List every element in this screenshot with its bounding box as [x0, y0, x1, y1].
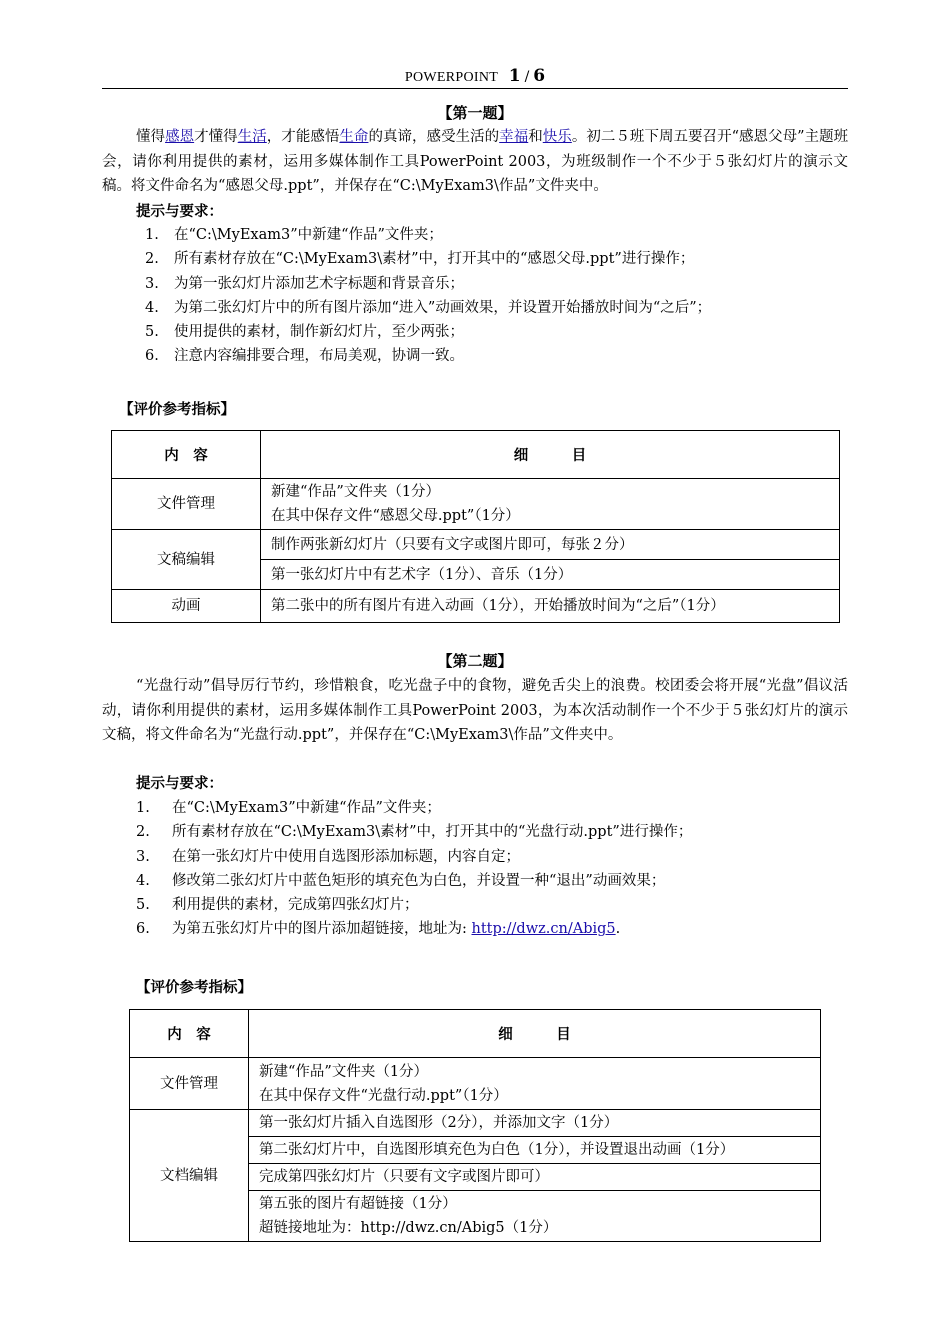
table-header-content: 内 容	[130, 1010, 249, 1058]
hyperlink[interactable]: http://dwz.cn/Abig5	[471, 921, 616, 938]
detail-line: 在其中保存文件“感恩父母.ppt”（1分）	[271, 508, 520, 524]
list-item-text: 注意内容编排要合理，布局美观，协调一致。	[174, 348, 464, 365]
list-item-number: 3.	[145, 275, 159, 292]
list-item-text: 在“C:\MyExam3”中新建“作品”文件夹；	[172, 800, 441, 816]
table-detail: 第二张幻灯片中，自选图形填充色为白色（1分），并设置退出动画（1分）	[249, 1137, 821, 1164]
table-category: 文档编辑	[130, 1110, 249, 1242]
q2-intro	[102, 674, 848, 748]
list-item-number: 5.	[145, 324, 159, 341]
q1-intro-text	[102, 125, 848, 199]
q1-hint-title: 提示与要求：	[136, 203, 223, 220]
table-detail	[249, 1058, 821, 1110]
q1-title: 【第一题】	[437, 104, 513, 122]
list-item-number: 5.	[136, 897, 150, 914]
list-item-text: 在“C:\MyExam3”中新建“作品”文件夹；	[174, 227, 443, 243]
table-category: 文件管理	[112, 479, 261, 530]
list-item	[145, 223, 711, 247]
list-item-number: 2.	[145, 251, 159, 268]
q2-intro-text: “光盘行动”倡导厉行节约，珍惜粮食，吃光盘子中的食物，避免舌尖上的浪费。校团委会将开展“光盘”倡议活动，请你利用提供的素材，运用多媒体制作工具PowerPoint 2003，为本次活动制作一个不少于５张幻灯片的演示文稿，将文件命名为“光盘行动.ppt”，并保存在“C:\MyExam3\作品”文件夹中。	[102, 678, 848, 743]
list-item-text: 为第一张幻灯片添加艺术字标题和背景音乐；	[174, 275, 464, 292]
table-row	[112, 479, 840, 530]
detail-line: 新建“作品”文件夹（1分）	[259, 1063, 429, 1080]
list-item	[145, 247, 711, 271]
list-item-text: 在第一张幻灯片中使用自选图形添加标题，内容自定；	[172, 848, 520, 865]
inline-link[interactable]: 生活	[237, 129, 267, 145]
table-row	[112, 530, 840, 560]
list-item	[136, 869, 692, 893]
table-detail: 完成第四张幻灯片（只要有文字或图片即可）	[249, 1164, 821, 1191]
q2-eval-title: 【评价参考指标】	[136, 979, 252, 996]
header-page-total: 6	[533, 66, 546, 86]
table-header-details: 细 目	[261, 431, 840, 479]
list-item-text: 为第二张幻灯片中的所有图片添加“进入”动画效果，并设置开始播放时间为“之后”；	[174, 299, 712, 316]
list-item-text: 利用提供的素材，完成第四张幻灯片；	[172, 897, 419, 914]
list-item-number: 1.	[136, 800, 150, 816]
list-item-number: 1.	[145, 227, 159, 243]
intro-segment: ，才能感悟	[266, 129, 340, 145]
list-item	[136, 820, 692, 844]
table-detail: 制作两张新幻灯片（只要有文字或图片即可，每张２分）	[261, 530, 840, 560]
list-item	[136, 796, 692, 820]
list-item-text: 所有素材存放在“C:\MyExam3\素材”中，打开其中的“光盘行动.ppt”进行操作；	[172, 824, 693, 841]
table-row	[112, 590, 840, 623]
list-item-text: 所有素材存放在“C:\MyExam3\素材”中，打开其中的“感恩父母.ppt”进行操作；	[174, 251, 695, 268]
detail-line: 在其中保存文件“光盘行动.ppt”（1分）	[259, 1087, 508, 1104]
page-header	[102, 66, 848, 89]
table-detail: 第二张中的所有图片有进入动画（1分），开始播放时间为“之后”（1分）	[261, 590, 840, 623]
table-header-content: 内 容	[112, 431, 261, 479]
list-item-suffix: .	[615, 921, 621, 938]
list-item-text: 使用提供的素材，制作新幻灯片，至少两张；	[174, 324, 464, 341]
intro-segment: 。初二５班下周五要召开“感恩父母”主题班会，请你利用提供的素材，运用多媒体制作工具PowerPoint 2003，为班级制作一个不少于５张幻灯片的演示文稿。将文件命名为“感恩父母.ppt”，并保存在“C:\MyExam3\作品”文件夹中。	[102, 129, 849, 194]
inline-link[interactable]: 快乐	[542, 129, 572, 145]
list-item	[136, 893, 692, 917]
detail-line: 第五张的图片有超链接（1分）	[259, 1196, 457, 1212]
detail-line: 超链接地址为：http://dwz.cn/Abig5（1分）	[259, 1220, 558, 1236]
q2-hint-title: 提示与要求：	[136, 775, 223, 792]
inline-link[interactable]: 幸福	[499, 129, 529, 145]
intro-segment: 懂得	[136, 129, 166, 145]
list-item-number: 4.	[145, 299, 159, 316]
intro-segment: 才懂得	[194, 129, 238, 145]
table-category: 文稿编辑	[112, 530, 261, 590]
table-category: 文件管理	[130, 1058, 249, 1110]
list-item-number: 4.	[136, 872, 150, 889]
list-item-number: 3.	[136, 848, 150, 865]
header-page-number: 1	[508, 66, 521, 86]
q1-eval-title: 【评价参考指标】	[119, 401, 235, 418]
list-item-text: 为第五张幻灯片中的图片添加超链接，地址为:	[172, 921, 472, 938]
intro-segment: 的真谛，感受生活的	[368, 129, 500, 145]
list-item	[145, 272, 711, 296]
table-row	[130, 1110, 821, 1137]
table-detail	[249, 1191, 821, 1242]
q2-criteria-table	[129, 1009, 821, 1242]
table-category: 动画	[112, 590, 261, 623]
list-item	[145, 320, 711, 344]
list-item-text: 修改第二张幻灯片中蓝色矩形的填充色为白色，并设置一种“退出”动画效果；	[172, 872, 666, 889]
detail-line: 新建“作品”文件夹（1分）	[271, 484, 441, 500]
table-detail	[261, 479, 840, 530]
table-header-row	[130, 1010, 821, 1058]
list-item-number: 2.	[136, 824, 150, 841]
table-detail: 第一张幻灯片插入自选图形（2分），并添加文字（1分）	[249, 1110, 821, 1137]
table-detail: 第一张幻灯片中有艺术字（1分）、音乐（1分）	[261, 560, 840, 590]
header-page-separator: /	[524, 69, 530, 85]
table-row	[130, 1058, 821, 1110]
table-header-row	[112, 431, 840, 479]
header-doc-name: POWERPOINT	[404, 70, 499, 85]
table-header-details: 细 目	[249, 1010, 821, 1058]
inline-link[interactable]: 生命	[339, 129, 369, 145]
list-item	[145, 296, 711, 320]
q1-intro	[102, 125, 848, 199]
list-item	[136, 845, 692, 869]
inline-link[interactable]: 感恩	[165, 129, 195, 145]
q2-title: 【第二题】	[437, 652, 513, 670]
q2-requirements-list	[136, 796, 692, 942]
list-item-number: 6.	[136, 921, 150, 938]
list-item	[145, 344, 711, 368]
intro-segment: 和	[528, 129, 543, 145]
q1-requirements-list	[145, 223, 711, 369]
list-item-number: 6.	[145, 348, 159, 365]
list-item	[136, 917, 692, 941]
q1-criteria-table	[111, 430, 840, 623]
